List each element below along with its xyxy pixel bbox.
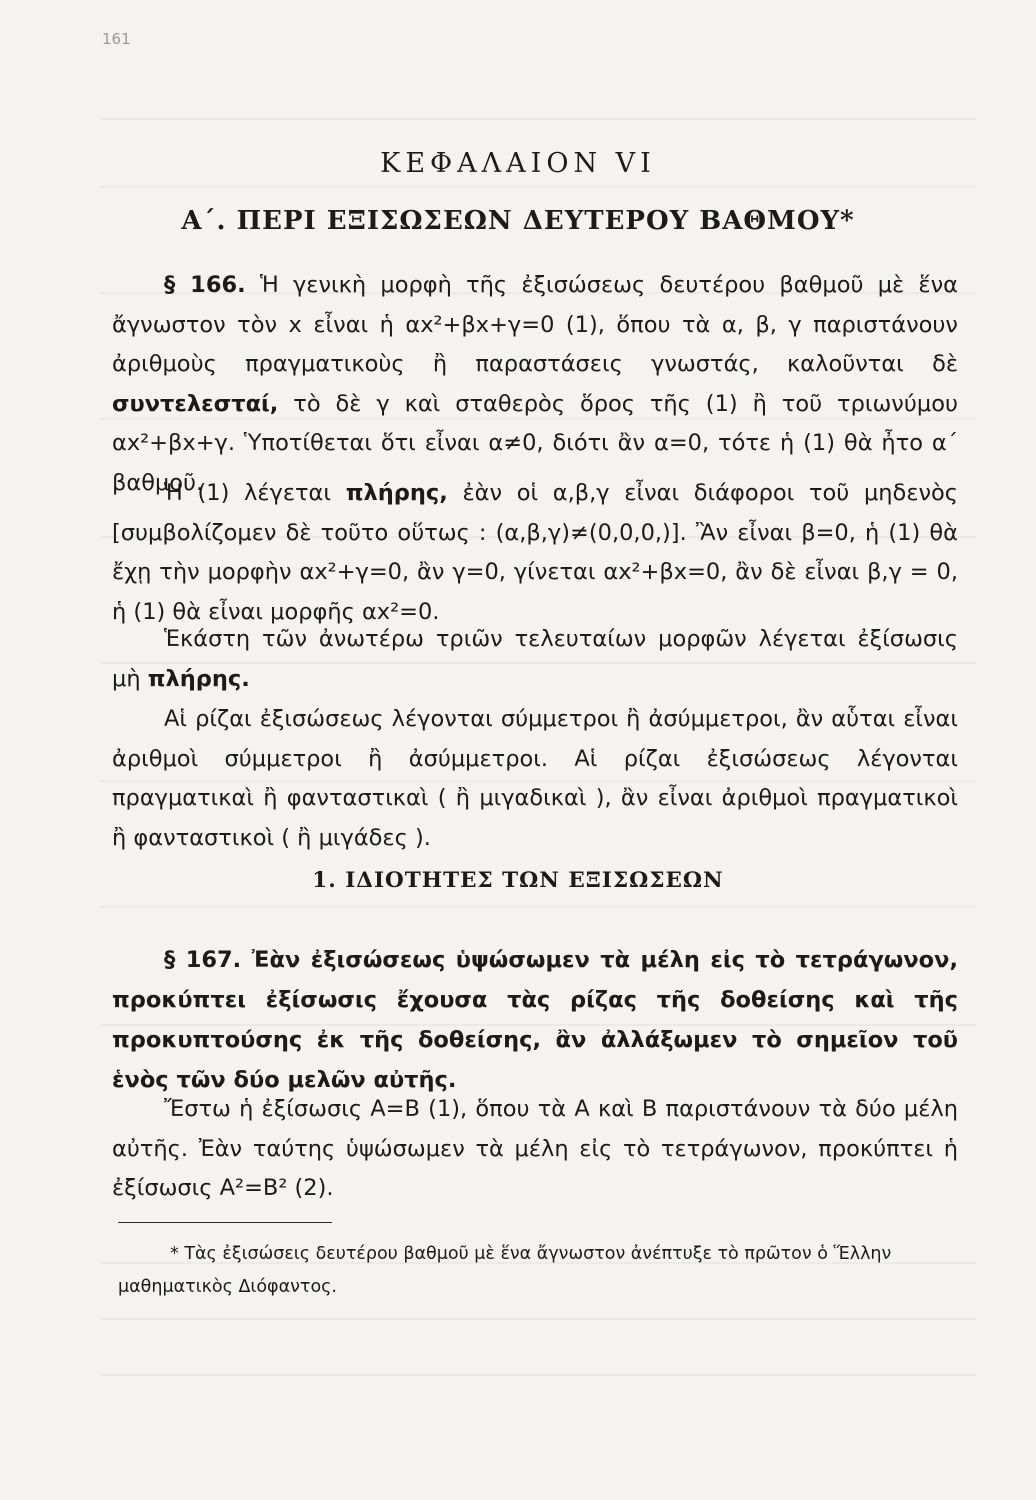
section-mark-166: § 166. [164, 272, 246, 298]
paragraph-complete-text-a: Ἡ (1) λέγεται [164, 480, 331, 506]
paragraph-167 [112, 940, 958, 1100]
paragraph-complete-equation [112, 474, 958, 632]
section-mark-167: § 167. [164, 947, 242, 973]
paragraph-166-text-b: τὸ δὲ γ καὶ σταθερὸς ὅρος τῆς (1) ἢ τοῦ τριωνύμου αx²+βx+γ. Ὑποτίθεται ὅτι εἶναι α≠0, διότι ἂν α=0, τότε ἡ (1) θὰ ἦτο α΄ βαθμοῦ. [112, 390, 958, 496]
paragraph-167-text: Ἐὰν ἐξισώσεως ὑψώσωμεν τὰ μέλη εἰς τὸ τετράγωνον, προκύπτει ἐξίσωσις ἔχουσα τὰς ρίζας τῆς δοθείσης καὶ τῆς προκυπτούσης ἐκ τῆς δοθείσης, ἂν ἀλλάξωμεν τὸ σημεῖον τοῦ ἑνὸς τῶν δύο μελῶν αὐτῆς. [112, 947, 958, 1093]
page-number: 161 [102, 30, 131, 48]
show-through-line [100, 906, 976, 908]
paragraph-proof: Ἔστω ἡ ἐξίσωσις Α=Β (1), ὅπου τὰ Α καὶ Β παριστάνουν τὰ δύο μέλη αὐτῆς. Ἐὰν ταύτης ὑψώσωμεν τὰ μέλη εἰς τὸ τετράγωνον, προκύπτει ἡ ἐξίσωσις Α²=Β² (2). [112, 1096, 958, 1201]
paragraph-166-text-a: Ἡ γενικὴ μορφὴ τῆς ἐξισώσεως δευτέρου βαθμοῦ μὲ ἕνα ἄγνωστον τὸν x εἶναι ἡ αx²+βx+γ=0 (1), ὅπου τὰ α, β, γ παριστάνουν ἀριθμοὺς πραγματικοὺς ἢ παραστάσεις γνωστάς, καλοῦνται δὲ [112, 272, 958, 377]
show-through-line [100, 186, 976, 188]
subheading-properties: 1. ΙΔΙΟΤΗΤΕΣ ΤΩΝ ΕΞΙΣΩΣΕΩΝ [312, 868, 724, 893]
show-through-line [100, 1374, 976, 1376]
paragraph-complete-text-b: ἐὰν οἱ α,β,γ εἶναι διάφοροι τοῦ μηδενὸς [συμβολίζομεν δὲ τοῦτο οὕτως : (α,β,γ)≠(0,0,0,)]. Ἂν εἶναι β=0, ἡ (1) θὰ ἔχῃ τὴν μορφὴν αx²+γ=0, ἂν γ=0, γίνεται αx²+βx=0, ἂν δὲ εἶναι β,γ = 0, ἡ (1) θὰ εἶναι μορφῆς αx²=0. [112, 480, 959, 625]
paragraph-incomplete-text: Ἑκάστη τῶν ἀνωτέρω τριῶν τελευταίων μορφῶν λέγεται ἐξίσωσις μὴ [112, 626, 958, 692]
footnote: * Τὰς ἐξισώσεις δευτέρου βαθμοῦ μὲ ἕνα ἄγνωστον ἀνέπτυξε τὸ πρῶτον ὁ Ἕλλην μαθηματικὸς Διόφαντος. [118, 1244, 892, 1297]
show-through-line [100, 1318, 976, 1320]
term-coefficients: συντελεσταί, [112, 390, 279, 417]
paragraph-roots: Αἱ ρίζαι ἐξισώσεως λέγονται σύμμετροι ἢ ἀσύμμετροι, ἂν αὗται εἶναι ἀριθμοὶ σύμμετροι ἢ ἀσύμμετροι. Αἱ ρίζαι ἐξισώσεως λέγονται πραγματικαὶ ἢ φανταστικαὶ ( ἢ μιγαδικαὶ ), ἂν εἶναι ἀριθμοὶ πραγματικοὶ ἢ φανταστικοὶ ( ἢ μιγάδες ). [112, 706, 958, 851]
term-complete: πλήρης, [345, 480, 448, 506]
chapter-heading: ΚΕΦΑΛΑΙΟΝ VI [380, 148, 656, 179]
term-incomplete: πλήρης. [147, 665, 250, 692]
footnote-divider [118, 1222, 332, 1223]
paragraph-166 [112, 266, 958, 503]
paragraph-incomplete-equation [112, 620, 958, 699]
section-title: Α΄. ΠΕΡΙ ΕΞΙΣΩΣΕΩΝ ΔΕΥΤΕΡΟΥ ΒΑΘΜΟΥ* [181, 206, 855, 236]
show-through-line [100, 118, 976, 120]
